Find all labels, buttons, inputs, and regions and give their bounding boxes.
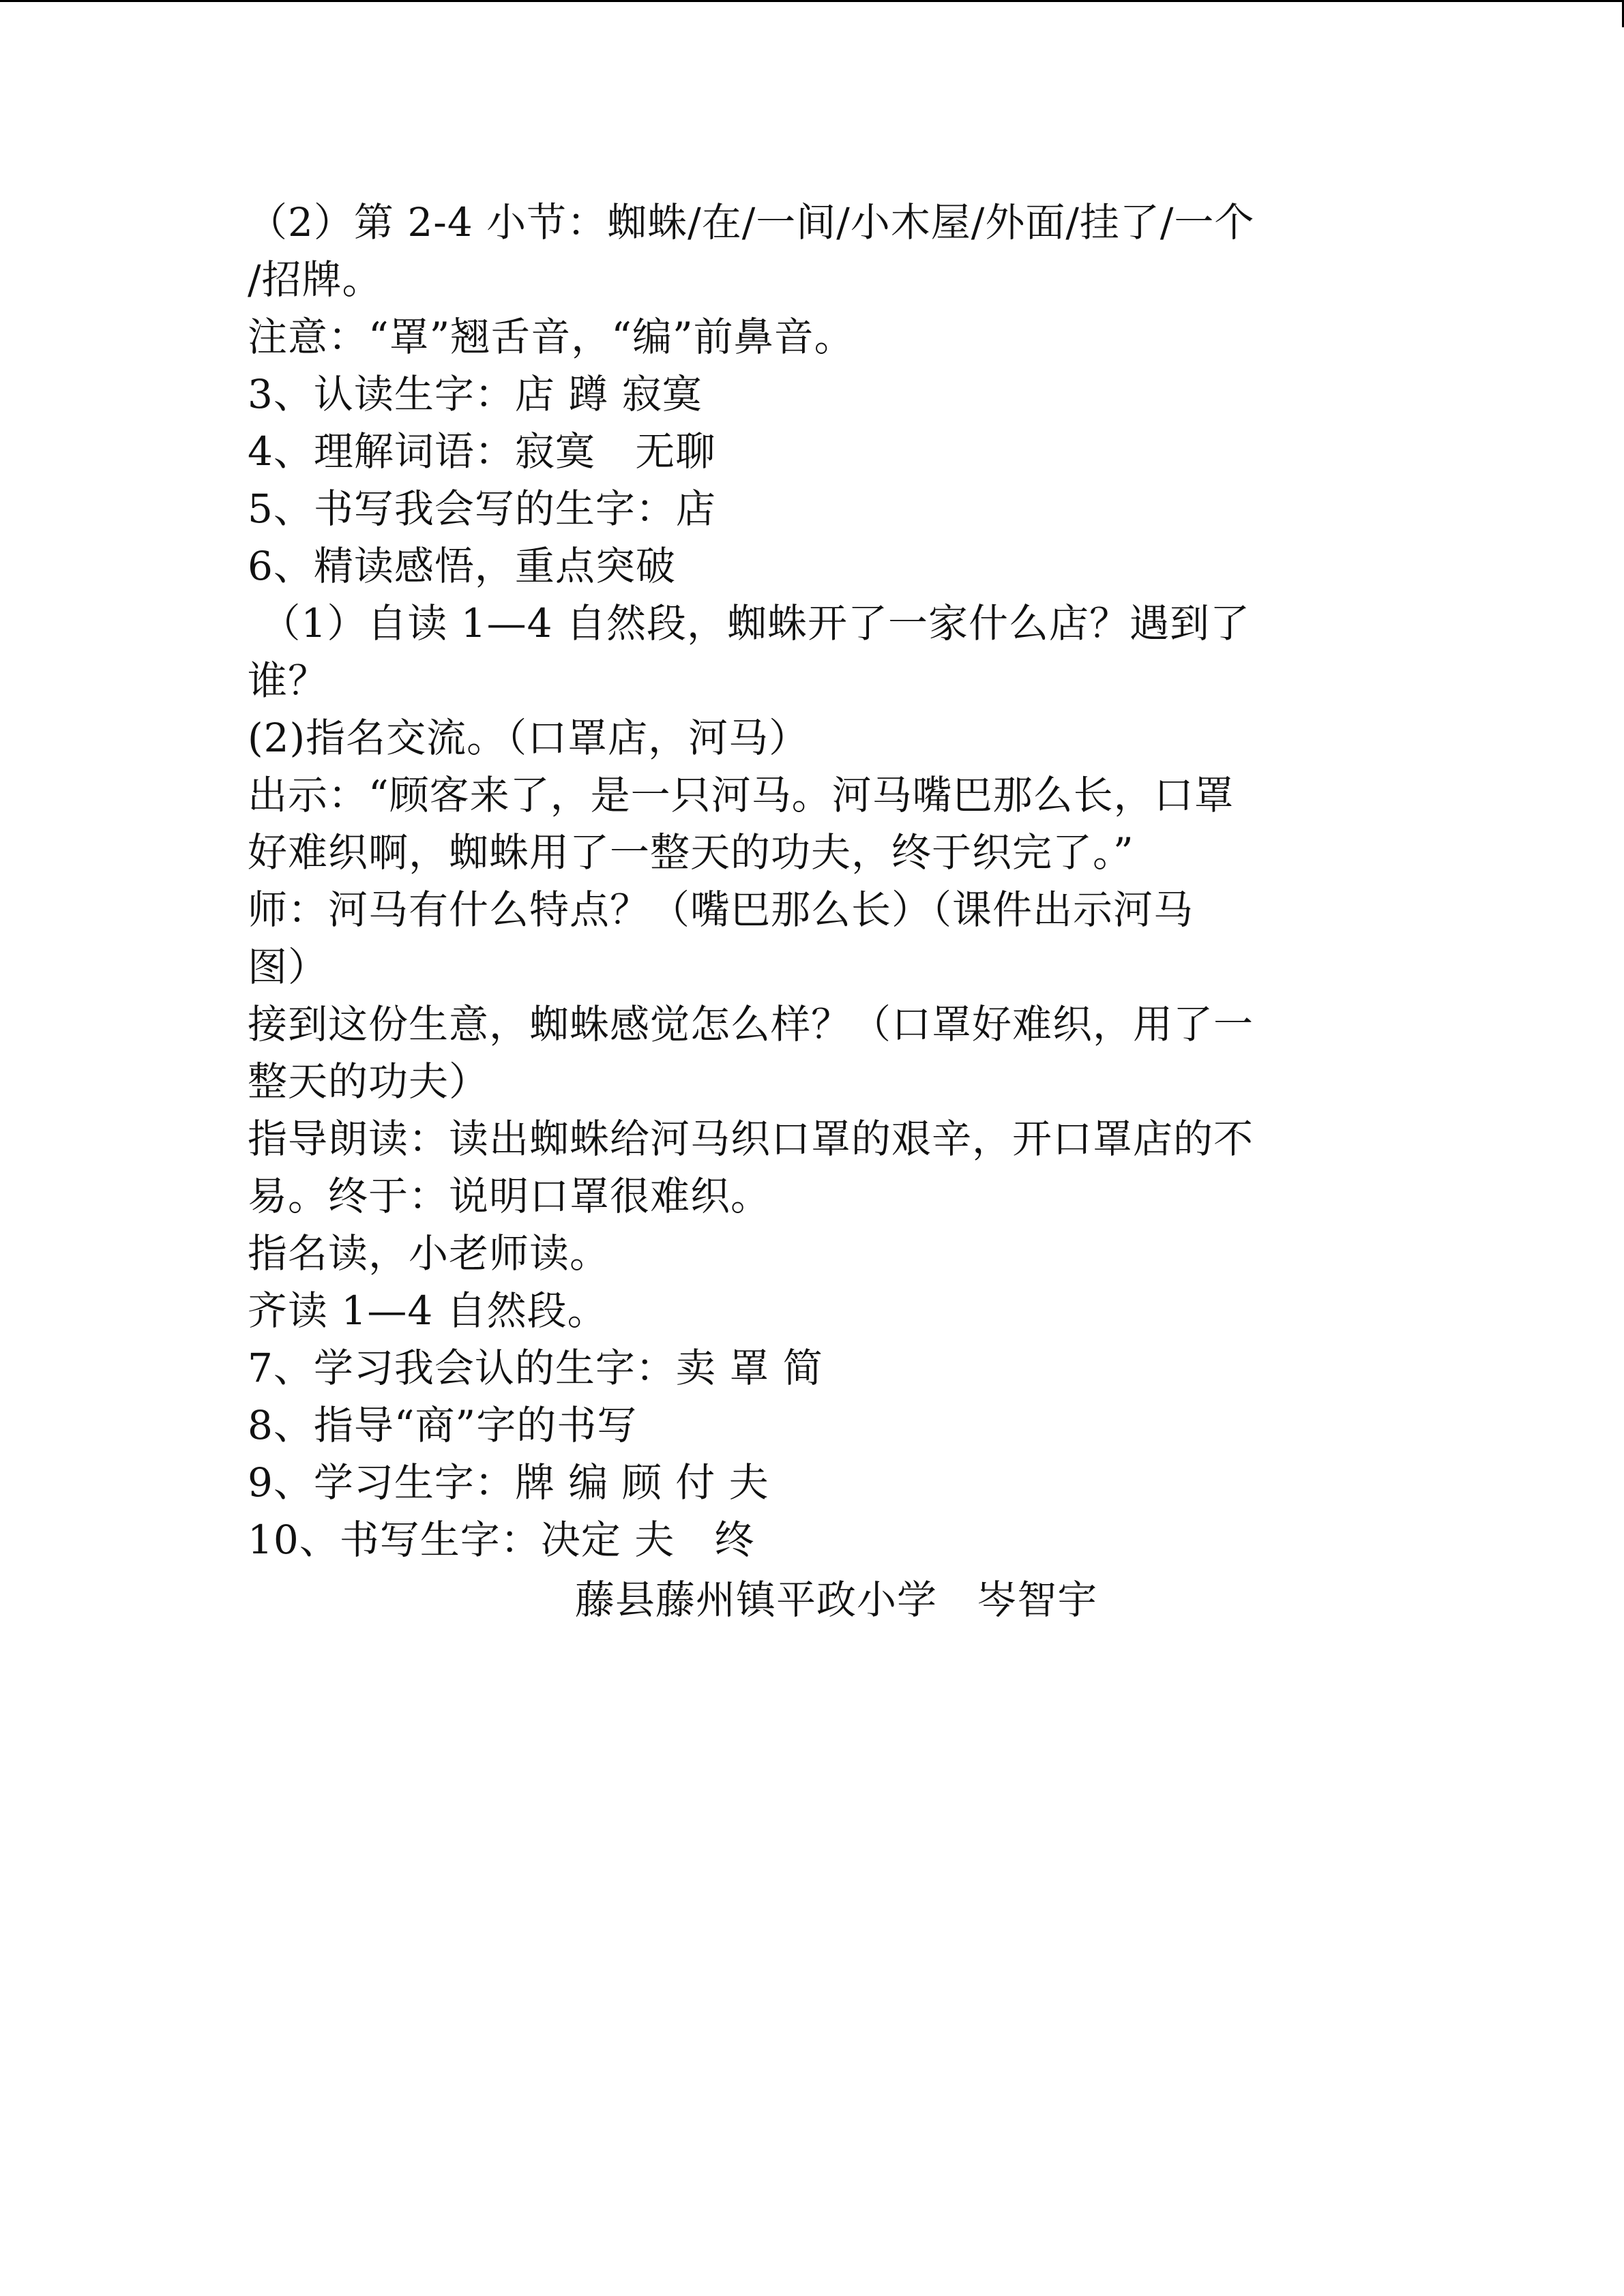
text-line: 出示：“顾客来了，是一只河马。河马嘴巴那么长，口罩: [248, 772, 1235, 818]
text-line: 易。终于：说明口罩很难织。: [248, 1173, 771, 1219]
text-line: 3、认读生字：店 蹲 寂寞: [248, 371, 703, 417]
text-line: 图）: [248, 944, 329, 990]
text-line: （1）自读 1—4 自然段，蜘蛛开了一家什么店？遇到了: [248, 600, 1251, 646]
document-body: [248, 194, 1380, 1568]
text-line: 指导朗读：读出蜘蛛给河马织口罩的艰辛，开口罩店的不: [248, 1116, 1254, 1162]
top-border-rule: [0, 0, 1624, 2]
text-line: 4、理解词语：寂寞 无聊: [248, 428, 716, 475]
text-line: （2）第 2-4 小节：蜘蛛/在/一间/小木屋/外面/挂了/一个: [248, 199, 1255, 245]
text-line: /招牌。: [248, 256, 383, 303]
author-signature: 藤县藤州镇平政小学 岑智宇: [575, 1577, 1098, 1623]
text-line: 齐读 1—4 自然段。: [248, 1287, 608, 1334]
text-line: 接到这份生意，蜘蛛感觉怎么样？（口罩好难织，用了一: [248, 1001, 1254, 1047]
text-line: 9、学习生字：牌 编 顾 付 夫: [248, 1459, 769, 1506]
text-line: 10、书写生字：决定 夫 终: [248, 1517, 755, 1563]
text-line: 指名读，小老师读。: [248, 1230, 610, 1277]
text-line: 注意：“罩”翘舌音，“编”前鼻音。: [248, 314, 855, 360]
text-line: (2)指名交流。（口罩店，河马）: [248, 715, 810, 761]
text-line: 谁？: [248, 657, 329, 704]
text-line: 整天的功夫）: [248, 1058, 490, 1105]
text-line: 7、学习我会认的生字：卖 罩 简: [248, 1345, 823, 1391]
text-line: 6、精读感悟，重点突破: [248, 543, 676, 589]
text-line: 8、指导“商”字的书写: [248, 1402, 638, 1448]
text-line: 好难织啊，蜘蛛用了一整天的功夫，终于织完了。”: [248, 829, 1134, 876]
text-line: 5、书写我会写的生字：店: [248, 486, 716, 532]
text-line: 师：河马有什么特点？（嘴巴那么长）（课件出示河马: [248, 886, 1194, 933]
